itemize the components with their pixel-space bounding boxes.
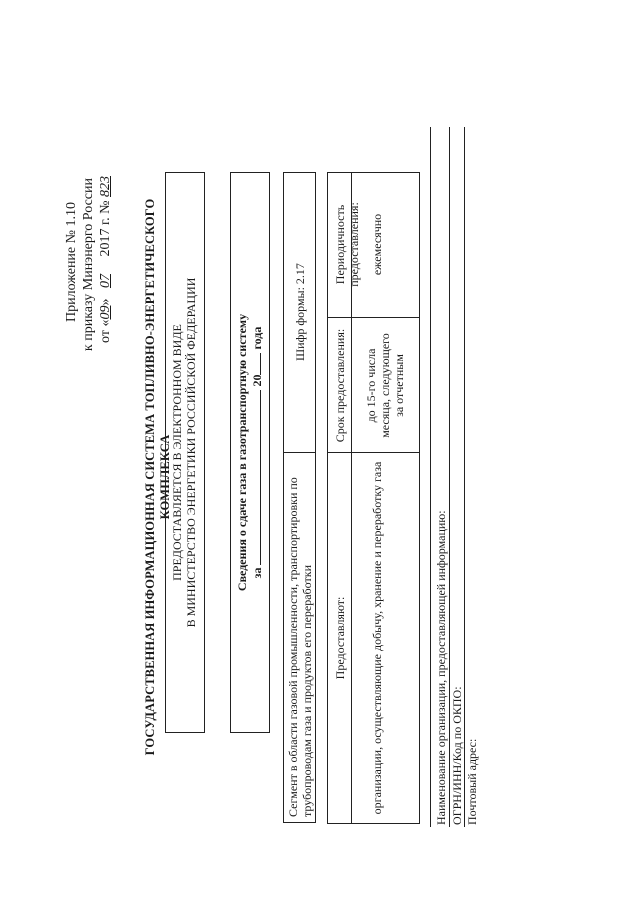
value-frequency: ежемесячно [370, 213, 384, 276]
date-year: 2017 г. № [98, 200, 113, 257]
appendix-date-line [98, 176, 114, 343]
org-ogrn-label: ОГРН/ИНН/Код по ОКПО: [450, 686, 464, 825]
value-deadline: до 15-го числа месяца, следующего за отчетным [364, 333, 406, 438]
date-month: 07 [98, 274, 113, 289]
form-code: Шифр формы: 2.17 [293, 263, 307, 361]
order-number: 823 [98, 176, 113, 197]
period-year-prefix: 20 [250, 374, 264, 387]
org-info [430, 127, 480, 827]
header-frequency: Периодичность предоставления: [333, 202, 361, 287]
segment-box [283, 172, 316, 823]
value-submitters: организации, осуществляющие добычу, хранение и переработку газа [370, 461, 384, 815]
main-title: ГОСУДАРСТВЕННАЯ ИНФОРМАЦИОННАЯ СИСТЕМА ТОПЛИВНО-ЭНЕРГЕТИЧЕСКОГО КОМПЛЕКСА [143, 198, 172, 756]
report-box [230, 172, 270, 733]
submission-box [165, 172, 205, 733]
org-address-label: Почтовый адрес: [465, 738, 479, 825]
appendix-lines [0, 0, 140, 905]
submission-line-2: В МИНИСТЕРСТВО ЭНЕРГЕТИКИ РОССИЙСКОЙ ФЕДЕРАЦИИ [184, 277, 198, 628]
period-prefix: за [250, 567, 264, 579]
date-mid: » [98, 298, 113, 306]
header-submitters: Предоставляют: [333, 596, 347, 680]
submission-line-1: ПРЕДОСТАВЛЯЕТСЯ В ЭЛЕКТРОННОМ ВИДЕ [170, 324, 184, 581]
report-period [249, 173, 264, 732]
report-title: Сведения о сдаче газа в газотранспортную систему [235, 313, 249, 592]
org-name-label: Наименование организации, предоставляющей информацию: [434, 510, 448, 825]
header-deadline: Срок предоставления: [333, 328, 347, 443]
segment-text: Сегмент в области газовой промышленности, транспортировки по трубопроводам газа и продуктов его переработки [286, 477, 314, 817]
period-suffix: года [250, 326, 264, 350]
appendix-order-ref: к приказу Минэнерго России [81, 178, 96, 352]
appendix-number: Приложение № 1.10 [64, 202, 79, 322]
date-prefix: от « [98, 319, 113, 343]
date-day: 09 [98, 305, 113, 320]
submit-table [327, 172, 420, 824]
